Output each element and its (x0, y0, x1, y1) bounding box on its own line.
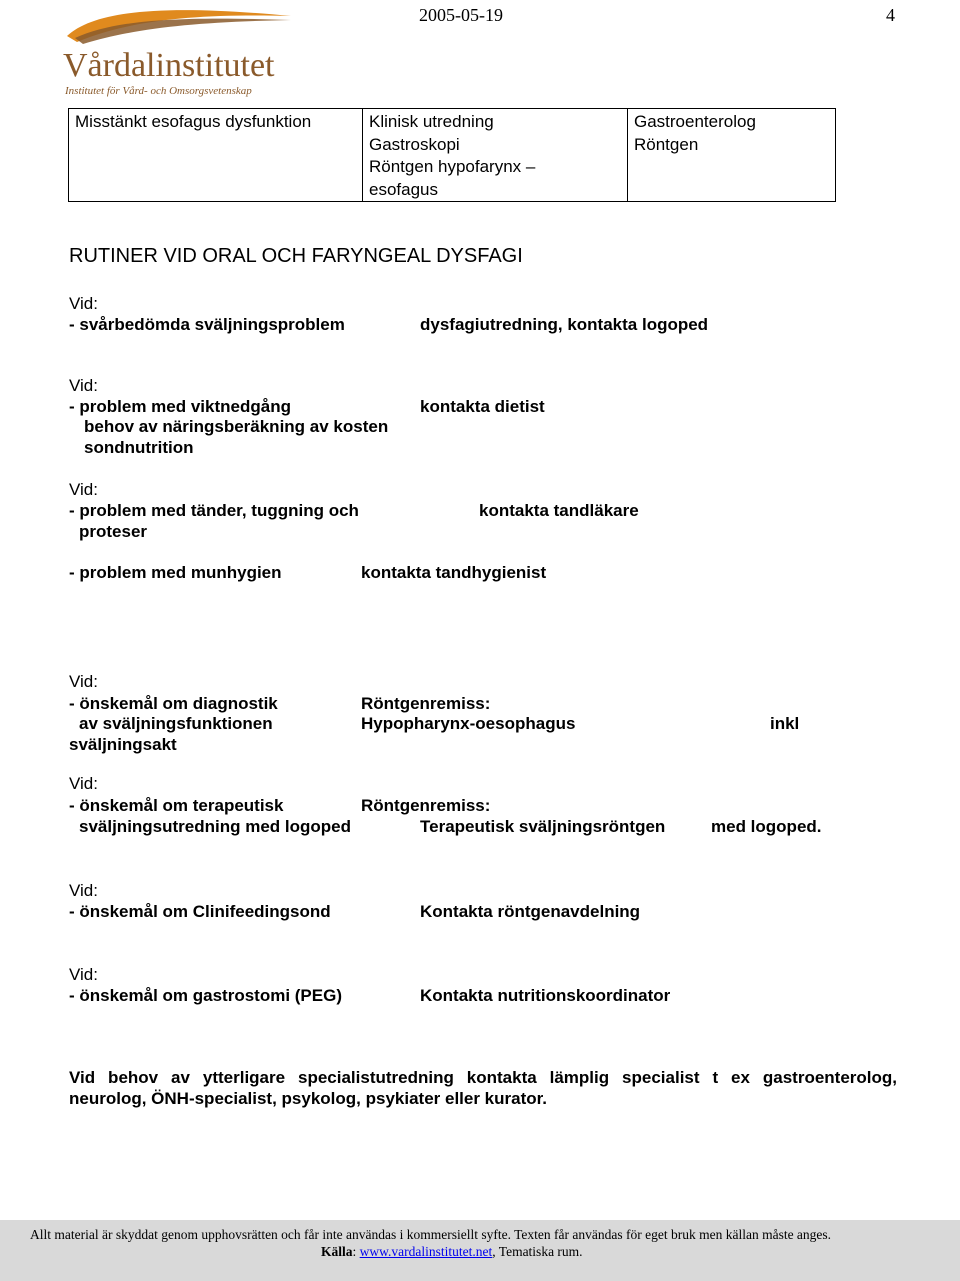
table-cell-condition (69, 109, 363, 202)
copyright-text: Allt material är skyddat genom upphovsrätten och får inte användas i kommersiellt syfte. Texten får användas för eget bruk men källan måste anges. (30, 1227, 832, 1242)
action-text: Hypopharynx-oesophagus (361, 714, 576, 733)
cell-line: Misstänkt esofagus dysfunktion (75, 112, 312, 131)
cell-line: Klinisk utredning (369, 112, 494, 131)
source-link[interactable]: www.vardalinstitutet.net (359, 1244, 493, 1259)
source-label: Källa (321, 1244, 353, 1259)
action-text: kontakta dietist (420, 397, 545, 416)
cell-line: Röntgen hypofarynx – (369, 157, 536, 176)
vid-label: Vid: (69, 294, 98, 313)
logo-text: Vårdalinstitutet (63, 47, 275, 84)
condition-text: behov av näringsberäkning av kosten (84, 417, 389, 436)
source-line (321, 1244, 583, 1260)
logo-subtitle: Institutet för Vård- och Omsorgsvetenskap (65, 85, 252, 97)
condition-text: proteser (79, 522, 148, 541)
vid-label: Vid: (69, 376, 98, 395)
cell-line: Gastroskopi (369, 134, 460, 154)
vid-label: Vid: (69, 774, 98, 793)
source-separator: : (352, 1244, 360, 1259)
condition-text: sväljningsutredning med logoped (79, 817, 352, 836)
condition-text: av sväljningsfunktionen (79, 714, 273, 733)
condition-text: sondnutrition (84, 438, 194, 457)
vid-label: Vid: (69, 672, 98, 691)
header-date: 2005-05-19 (419, 5, 503, 25)
condition-text: - problem med tänder, tuggning och (69, 501, 359, 520)
table-row (69, 109, 836, 202)
investigation-table (68, 108, 836, 202)
condition-text: - problem med munhygien (69, 563, 282, 582)
vid-label: Vid: (69, 480, 98, 499)
table-cell-specialist (628, 109, 836, 202)
action-text: Röntgenremiss: (361, 796, 491, 815)
condition-text: sväljningsakt (69, 735, 177, 754)
specialist-paragraph (69, 1067, 897, 1109)
source-rest: , Tematiska rum. (492, 1244, 583, 1259)
cell-line: esofagus (369, 179, 438, 199)
vardalinstitutet-logo (55, 2, 305, 100)
condition-text: - problem med viktnedgång (69, 397, 291, 416)
action-text: kontakta tandhygienist (361, 563, 547, 582)
action-text: Kontakta röntgenavdelning (420, 902, 641, 921)
action-text: med logoped. (711, 817, 822, 836)
copyright-footer (0, 1220, 960, 1281)
condition-text: - önskemål om Clinifeedingsond (69, 902, 331, 921)
condition-text: - svårbedömda sväljningsproblem (69, 315, 345, 334)
action-text: Kontakta nutritionskoordinator (420, 986, 671, 1005)
paragraph-line: neurolog, ÖNH-specialist, psykolog, psykiater eller kurator. (69, 1089, 548, 1108)
action-text: Terapeutisk sväljningsröntgen (420, 817, 666, 836)
cell-line: Röntgen (634, 134, 699, 154)
logo-graphic (55, 2, 305, 100)
page-number: 4 (886, 5, 895, 25)
table-cell-investigation (363, 109, 628, 202)
vid-label: Vid: (69, 965, 98, 984)
condition-text: - önskemål om diagnostik (69, 694, 278, 713)
action-text: kontakta tandläkare (479, 501, 639, 520)
cell-line: Gastroenterolog (634, 112, 756, 131)
action-text: dysfagiutredning, kontakta logoped (420, 315, 709, 334)
condition-text: - önskemål om terapeutisk (69, 796, 284, 815)
vid-label: Vid: (69, 881, 98, 900)
condition-text: - önskemål om gastrostomi (PEG) (69, 986, 342, 1005)
action-text: Röntgenremiss: (361, 694, 491, 713)
action-text: inkl (770, 714, 800, 733)
paragraph-line: Vid behov av ytterligare specialistutredning kontakta lämplig specialist t ex gastroenterolog, (69, 1068, 897, 1087)
document-title: RUTINER VID ORAL OCH FARYNGEAL DYSFAGI (69, 245, 523, 267)
